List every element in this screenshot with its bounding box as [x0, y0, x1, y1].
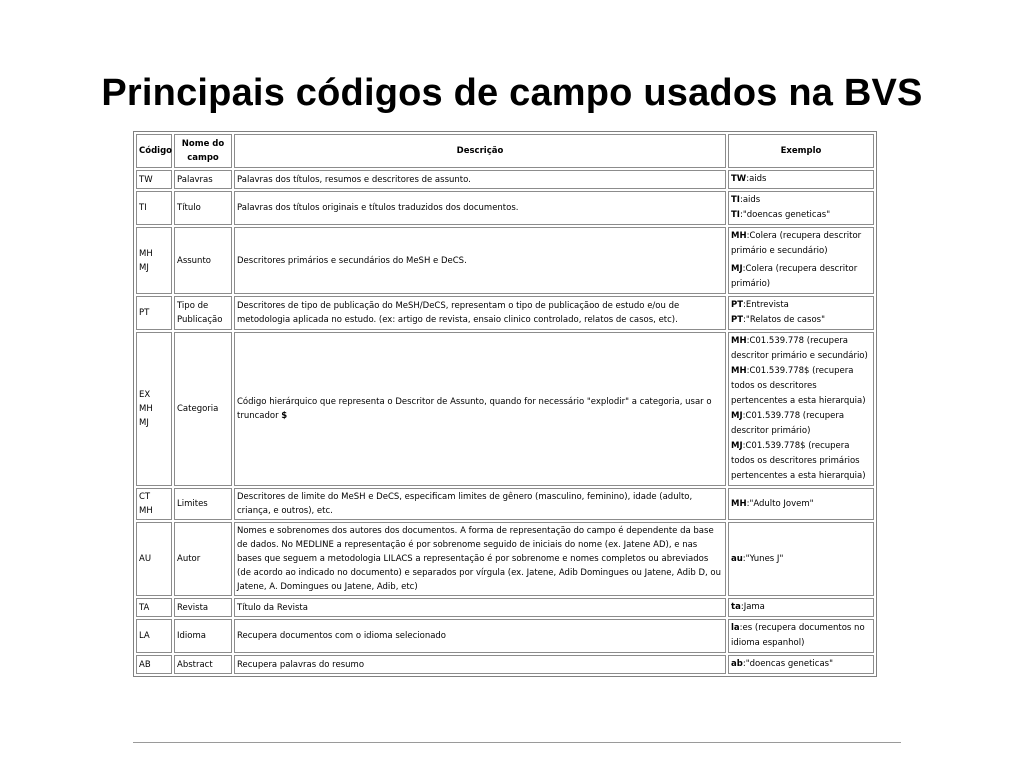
field-name: Tipo de Publicação — [174, 296, 232, 330]
example-line — [731, 334, 871, 364]
example-code: MJ — [731, 441, 743, 451]
table-row — [136, 598, 874, 617]
example-separator: : — [742, 659, 746, 669]
header-exemplo: Exemplo — [728, 134, 874, 168]
example-separator: : — [746, 174, 750, 184]
example-text: C01.539.778 (recupera descritor primário) — [731, 411, 845, 436]
example-code: TI — [731, 210, 740, 220]
example-separator: : — [746, 498, 750, 509]
example-separator: : — [743, 300, 746, 310]
example-text: aids — [742, 195, 761, 205]
table-row — [136, 191, 874, 225]
field-description: Descritores de tipo de publicação do MeSH/DeCS, representam o tipo de publicaçãoo de estudo e/ou de metodologia aplicada no estudo. (ex: artigo de revista, ensaio clinico controlado, relatos de casos, etc). — [237, 301, 680, 325]
example-text: "Relatos de casos" — [745, 315, 825, 325]
field-code: TA — [139, 602, 150, 613]
field-example-cell — [728, 488, 874, 520]
example-separator: : — [746, 231, 750, 241]
example-text: "doencas geneticas" — [742, 210, 831, 220]
truncator-symbol: $ — [281, 411, 288, 421]
example-text: aids — [749, 174, 767, 184]
example-separator: : — [742, 441, 746, 451]
example-code: PT — [731, 300, 744, 310]
field-code-cell — [136, 619, 172, 653]
example-code: ta — [731, 602, 741, 612]
example-line — [731, 621, 871, 651]
example-separator: : — [739, 623, 743, 633]
field-description-cell — [234, 296, 726, 330]
example-code: MH — [731, 231, 747, 241]
field-description-cell — [234, 191, 726, 225]
field-code-cell — [136, 488, 172, 520]
field-description-cell — [234, 522, 726, 596]
example-text: C01.539.778$ (recupera todos os descritores pertencentes a esta hierarquia) — [731, 366, 866, 406]
example-line — [731, 208, 871, 223]
header-nome-do-campo: Nome do campo — [174, 134, 232, 168]
example-separator: : — [746, 366, 750, 376]
field-code-cell — [136, 598, 172, 617]
example-line — [731, 298, 871, 313]
example-code: MH — [731, 366, 747, 376]
example-line — [731, 439, 871, 484]
table-row — [136, 488, 874, 520]
bottom-divider — [133, 742, 901, 743]
example-line — [731, 497, 871, 512]
field-description-cell — [234, 488, 726, 520]
field-name: Título — [174, 191, 232, 225]
field-code-cell — [136, 170, 172, 189]
field-code: LA — [139, 631, 150, 641]
field-code: MH — [139, 506, 153, 516]
field-example-cell — [728, 170, 874, 189]
field-description: Recupera documentos com o idioma selecionado — [237, 631, 447, 641]
example-line — [731, 364, 871, 409]
example-line — [731, 193, 871, 208]
table-row — [136, 619, 874, 653]
example-text: Jama — [743, 602, 765, 612]
example-text: "doencas geneticas" — [745, 659, 833, 669]
field-description-cell — [234, 170, 726, 189]
field-code-cell — [136, 655, 172, 674]
table-row — [136, 655, 874, 674]
field-code: CT — [139, 492, 151, 502]
field-name: Assunto — [174, 227, 232, 294]
table-row — [136, 227, 874, 294]
field-codes-table — [133, 131, 877, 677]
example-line — [731, 172, 871, 187]
example-text: Colera (recupera descritor primário) — [731, 264, 858, 289]
example-line — [731, 313, 871, 328]
slide-title: Principais códigos de campo usados na BVS — [101, 72, 923, 114]
field-description-cell — [234, 227, 726, 294]
field-code: MJ — [139, 418, 149, 428]
field-code: MJ — [139, 262, 149, 273]
field-example-cell — [728, 619, 874, 653]
example-code: MJ — [731, 411, 743, 421]
field-description: Palavras dos títulos, resumos e descritores de assunto. — [237, 174, 471, 185]
field-code-cell — [136, 191, 172, 225]
example-separator: : — [742, 411, 746, 421]
field-code-cell — [136, 296, 172, 330]
example-text: C01.539.778 (recupera descritor primário e secundário) — [731, 336, 868, 361]
example-separator: : — [739, 195, 743, 205]
field-name: Categoria — [174, 332, 232, 486]
example-separator: : — [742, 264, 746, 274]
field-description-cell — [234, 655, 726, 674]
field-code: AB — [139, 659, 151, 670]
example-line — [731, 552, 871, 567]
table-row — [136, 332, 874, 486]
field-code: PT — [139, 308, 150, 318]
field-code: MH — [139, 248, 153, 259]
table-row — [136, 522, 874, 596]
example-code: MH — [731, 336, 747, 346]
field-description: Recupera palavras do resumo — [237, 659, 365, 670]
field-name: Revista — [174, 598, 232, 617]
field-code: AU — [139, 554, 152, 564]
example-code: la — [731, 623, 740, 633]
field-example-cell — [728, 227, 874, 294]
table-body — [136, 170, 874, 674]
example-separator: : — [743, 315, 746, 325]
field-name: Limites — [174, 488, 232, 520]
field-name: Abstract — [174, 655, 232, 674]
table-row — [136, 170, 874, 189]
header-codigo: Código — [136, 134, 172, 168]
example-code: au — [731, 553, 743, 564]
example-separator: : — [746, 336, 750, 346]
field-codes-table-wrapper — [133, 131, 877, 677]
field-name: Idioma — [174, 619, 232, 653]
field-example-cell — [728, 598, 874, 617]
field-code: TW — [139, 174, 153, 185]
field-description-cell — [234, 598, 726, 617]
field-name: Autor — [174, 522, 232, 596]
field-description-cell — [234, 332, 726, 486]
field-code: MH — [139, 404, 153, 414]
field-example-cell — [728, 332, 874, 486]
field-code-cell — [136, 332, 172, 486]
field-example-cell — [728, 655, 874, 674]
field-example-cell — [728, 191, 874, 225]
header-descricao: Descrição — [234, 134, 726, 168]
table-row — [136, 296, 874, 330]
example-line — [731, 600, 871, 615]
field-code-cell — [136, 522, 172, 596]
example-line — [731, 657, 871, 672]
field-code: EX — [139, 390, 151, 400]
example-text: Colera (recupera descritor primário e secundário) — [731, 231, 862, 256]
table-header-row — [136, 134, 874, 168]
example-separator: : — [740, 602, 744, 612]
field-code-cell — [136, 227, 172, 294]
example-text: "Yunes J" — [745, 553, 784, 564]
field-example-cell — [728, 522, 874, 596]
example-code: TW — [731, 174, 747, 184]
example-code: MH — [731, 498, 747, 509]
example-line — [731, 229, 871, 259]
example-text: C01.539.778$ (recupera todos os descritores primários pertencentes a esta hierarquia) — [731, 441, 866, 481]
field-example-cell — [728, 296, 874, 330]
example-code: PT — [731, 315, 744, 325]
field-description: Título da Revista — [237, 602, 308, 613]
example-text: es (recupera documentos no idioma espanhol) — [731, 623, 865, 648]
field-name: Palavras — [174, 170, 232, 189]
example-separator: : — [739, 210, 743, 220]
field-description: Código hierárquico que representa o Descritor de Assunto, quando for necessário "explodir" a categoria, usar o truncador — [237, 397, 712, 421]
example-line — [731, 262, 871, 292]
field-code: TI — [139, 203, 147, 213]
example-line — [731, 409, 871, 439]
example-code: TI — [731, 195, 740, 205]
field-description: Descritores primários e secundários do MeSH e DeCS. — [237, 255, 467, 266]
field-description-cell — [234, 619, 726, 653]
example-code: ab — [731, 659, 743, 669]
example-text: Entrevista — [745, 300, 789, 310]
example-text: "Adulto Jovem" — [749, 498, 814, 509]
example-separator: : — [742, 553, 746, 564]
field-description: Nomes e sobrenomes dos autores dos documentos. A forma de representação do campo é dependente da base de dados. No MEDLINE a representação é por sobrenome seguido de iniciais do nome (ex. Jatene AD), e nas bases que seguem a metodologia LILACS a representação é por sobrenome e nomes completos ou abreviados (de acordo ao indicado no documento) e separados por vírgula (ex. Jatene, Adib Domingues ou Jatene, Adib D, ou Jatene, A. Domingues ou Jatene, Adib, etc) — [237, 526, 721, 592]
field-description: Descritores de limite do MeSH e DeCS, especificam limites de gênero (masculino, feminino), idade (adulto, criança, e outros), etc. — [237, 492, 693, 516]
field-description: Palavras dos títulos originais e títulos traduzidos dos documentos. — [237, 203, 519, 213]
example-code: MJ — [731, 264, 743, 274]
